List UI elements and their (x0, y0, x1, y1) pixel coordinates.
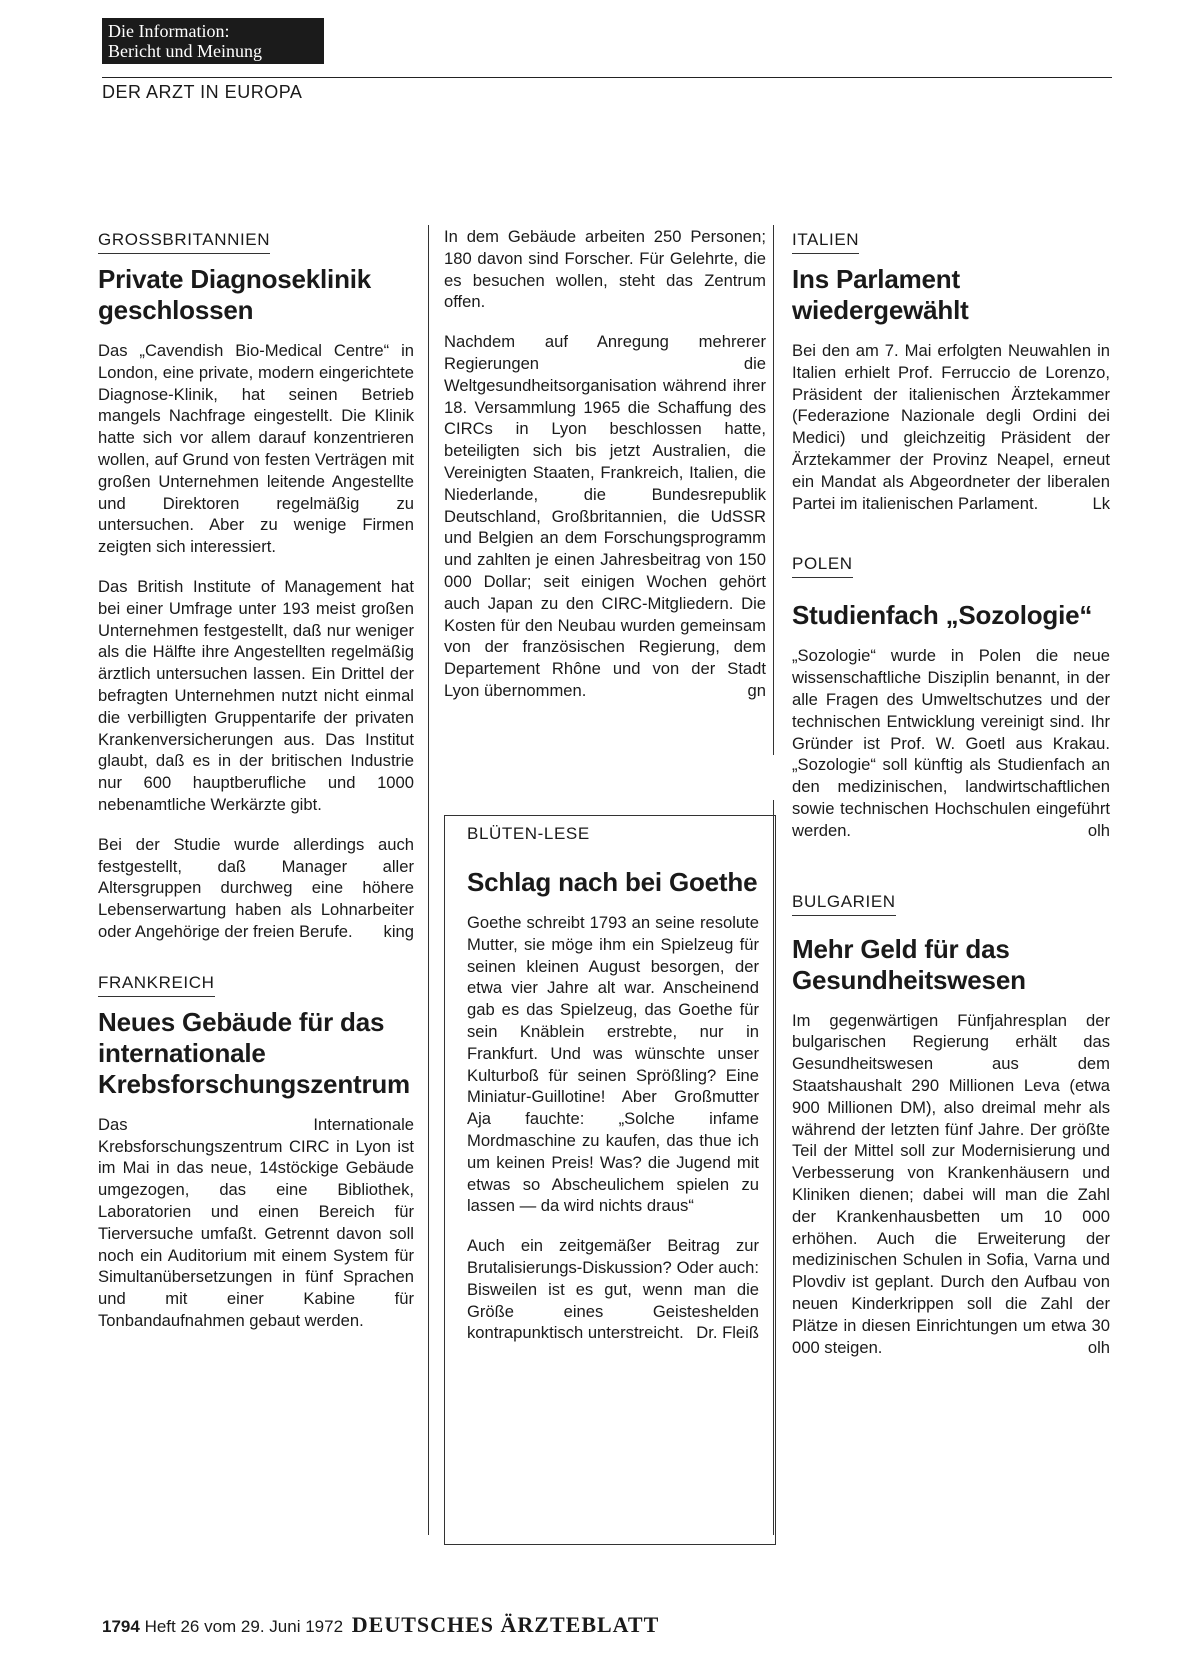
article-headline: Studienfach „Sozologie“ (792, 600, 1093, 631)
masthead: DEUTSCHES ÄRZTEBLATT (351, 1612, 660, 1637)
column-divider-2a (773, 225, 774, 755)
article-paragraph (792, 645, 1110, 841)
column-2 (444, 226, 766, 720)
column-divider-1 (428, 225, 429, 1535)
article-it (792, 230, 1110, 514)
rubric-badge-line2: Bericht und Meinung (108, 41, 262, 61)
article-headline: Mehr Geld für das Gesundheitswesen (792, 933, 1026, 995)
author-signature: Dr. Fleiß (696, 1323, 759, 1343)
article-fr (98, 973, 414, 1332)
article-headline: Private Diagnoseklinik geschlossen (98, 264, 372, 325)
rubric-badge-line1: Die Information: (108, 21, 230, 41)
article-paragraph (792, 340, 1110, 514)
article-kicker: GROSSBRITANNIEN (98, 230, 270, 254)
article-kicker: BLÜTEN-LESE (467, 824, 590, 843)
article-kicker: FRANKREICH (98, 973, 215, 997)
article-text: „Sozologie“ wurde in Polen die neue wissenschaftliche Disziplin benannt, in der alle Fragen des Umweltschutzes und der technischen Entwicklung vereinigt sind. Ihr Gründer ist Prof. W. Goetl aus Krakau. „Sozologie“ soll künftig als Studienfach an den medizinischen, landwirtschaftlichen sowie technischen Hochschulen eingeführt werden. (792, 646, 1110, 840)
header-rule (102, 77, 1112, 78)
article-text: Auch ein zeitgemäßer Beitrag zur Brutalisierungs-Diskussion? Oder auch: Bisweilen ist es gut, wenn man die Größe eines Geisteshelden kontrapunktisch unterstreicht. (467, 1236, 759, 1343)
page-number: 1794 (102, 1617, 140, 1636)
article-bg (792, 892, 1110, 1359)
article-paragraph: In dem Gebäude arbeiten 250 Personen; 180 davon sind Forscher. Für Gelehrte, die es besuchen wollen, steht das Zentrum offen. (444, 227, 766, 312)
section-title: DER ARZT IN EUROPA (102, 82, 303, 102)
article-paragraph (792, 1010, 1110, 1359)
article-paragraph (98, 834, 414, 943)
article-paragraph (444, 331, 766, 702)
article-paragraph: Das „Cavendish Bio-Medical Centre“ in London, eine private, modern eingerichtete Diagnose-Klinik, hat seinen Betrieb mangels Nachfrage eingestellt. Die Klinik hatte sich vor allem darauf konzentrieren wollen, auf Grund von festen Verträgen mit großen Unternehmen leitende Angestellte und Direktoren regelmäßig zu untersuchen. Aber zu wenige Firmen zeigten sich interessiert. (98, 341, 414, 557)
article-paragraph: Das British Institute of Management hat bei einer Umfrage unter 193 meist großen Unternehmen festgestellt, daß nur weniger als die Hälfte ihre Angestellten regelmäßig ärztlich untersuchen lassen. Ein Drittel der befragten Unternehmen nutzt nicht einmal die verbilligten Gruppentarife der privaten Krankenversicherungen aus. Das Institut glaubt, daß es in der britischen Industrie nur 600 hauptberufliche und 1000 nebenamtliche Werkärzte gibt. (98, 576, 414, 814)
column-1 (98, 230, 414, 1350)
article-kicker: BULGARIEN (792, 892, 896, 916)
article-text: Bei der Studie wurde allerdings auch festgestellt, daß Manager aller Altersgruppen durchweg eine höhere Lebenserwartung haben als Lohnarbeiter oder Angehörige der freien Berufe. (98, 834, 414, 941)
issue-info: Heft 26 vom 29. Juni 1972 (144, 1617, 344, 1636)
article-headline: Ins Parlament wiedergewählt (792, 264, 969, 325)
author-signature: olh (1087, 1337, 1110, 1357)
author-signature: olh (1087, 820, 1110, 840)
rubric-badge (102, 18, 324, 64)
article-headline: Neues Gebäude für das internationale Krebsforschungszentrum (98, 1006, 410, 1099)
article-text: Bei den am 7. Mai erfolgten Neuwahlen in Italien erhielt Prof. Ferruccio de Lorenzo, Präsident der italienischen Ärztekammer (Federazione Nazionale degli Ordini dei Medici) und gleichzeitig Präsident der Ärztekammer der Provinz Neapel, erneut ein Mandat als Abgeordneter der liberalen Partei im italienischen Parlament. (792, 341, 1110, 513)
article-pl (792, 554, 1110, 841)
article-kicker: ITALIEN (792, 230, 859, 254)
article-kicker: POLEN (792, 554, 853, 578)
article-text: Nachdem auf Anregung mehrerer Regierungen die Weltgesundheitsorganisation während ihrer 18. Versammlung 1965 die Schaffung des CIRCs in Lyon beschlossen hatte, beteiligten sich bis jetzt Australien, die Vereinigten Staaten, Frankreich, Italien, die Niederlande, die Bundesrepublik Deutschland, Großbritannien, die UdSSR und Belgien an dem Forschungsprogramm und zahlten je einen Jahresbeitrag von 150 000 Dollar; seit einigen Wochen gehört auch Japan zu den CIRC-Mitgliedern. Die Kosten für den Neubau wurden gemeinsam von der französischen Regierung, dem Departement Rhône und von der Stadt Lyon übernommen. (444, 332, 766, 700)
column-3 (792, 230, 1110, 1376)
article-paragraph: Das Internationale Krebsforschungszentrum CIRC in Lyon ist im Mai in das neue, 14stöckige Gebäude umgezogen, das eine Bibliothek, Laboratorien und einen Bereich für Tierversuche umfaßt. Getrennt davon soll noch ein Auditorium mit einem System für Simultanübersetzungen in fünf Sprachen und mit einer Kabine für Tonbandaufnahmen gebaut werden. (98, 1114, 414, 1330)
author-signature: gn (747, 680, 766, 700)
article-text: Im gegenwärtigen Fünfjahresplan der bulgarischen Regierung erhält das Gesundheitswesen aus dem Staatshaushalt 290 Millionen Leva (etwa 900 Millionen DM), also dreimal mehr als während der letzten fünf Jahre. Der größte Teil der Mittel soll zur Modernisierung und Verbesserung von Krankenhäusern und Kliniken dienen; dabei will man die Zahl der Krankenhausbetten um 10 000 erhöhen. Auch die Erweiterung der medizinischen Schulen in Sofia, Varna und Plovdiv ist geplant. Durch den Aufbau von neuen Kinderkrippen soll die Zahl der Plätze in diesen Einrichtungen um etwa 30 000 steigen. (792, 1010, 1110, 1357)
author-signature: king (383, 921, 414, 941)
article-paragraph: Goethe schreibt 1793 an seine resolute Mutter, sie möge ihm ein Spielzeug für seinen kleinen August besorgen, der etwa vier Jahre alt war. Anscheinend gab es das Spielzeug, das Goethe für sein Knäblein erstrebte, nur in Frankfurt. Und was wünschte unser Kulturboß für seinen Sprößling? Eine Miniatur-Guillotine! Aber Großmutter Aja fauchte: „Solche infame Mordmaschine zu kaufen, das thue ich um keinen Preis! Was? die Jugend mit etwas so Abscheulichem spielen zu lassen — da wird nichts draus“ (467, 913, 759, 1216)
page-footer (102, 1612, 659, 1638)
article-headline: Schlag nach bei Goethe (467, 867, 758, 897)
article-gb (98, 230, 414, 943)
article-paragraph (467, 1235, 759, 1344)
author-signature: Lk (1092, 493, 1110, 513)
boxed-article-bluetenlese (444, 815, 776, 1545)
